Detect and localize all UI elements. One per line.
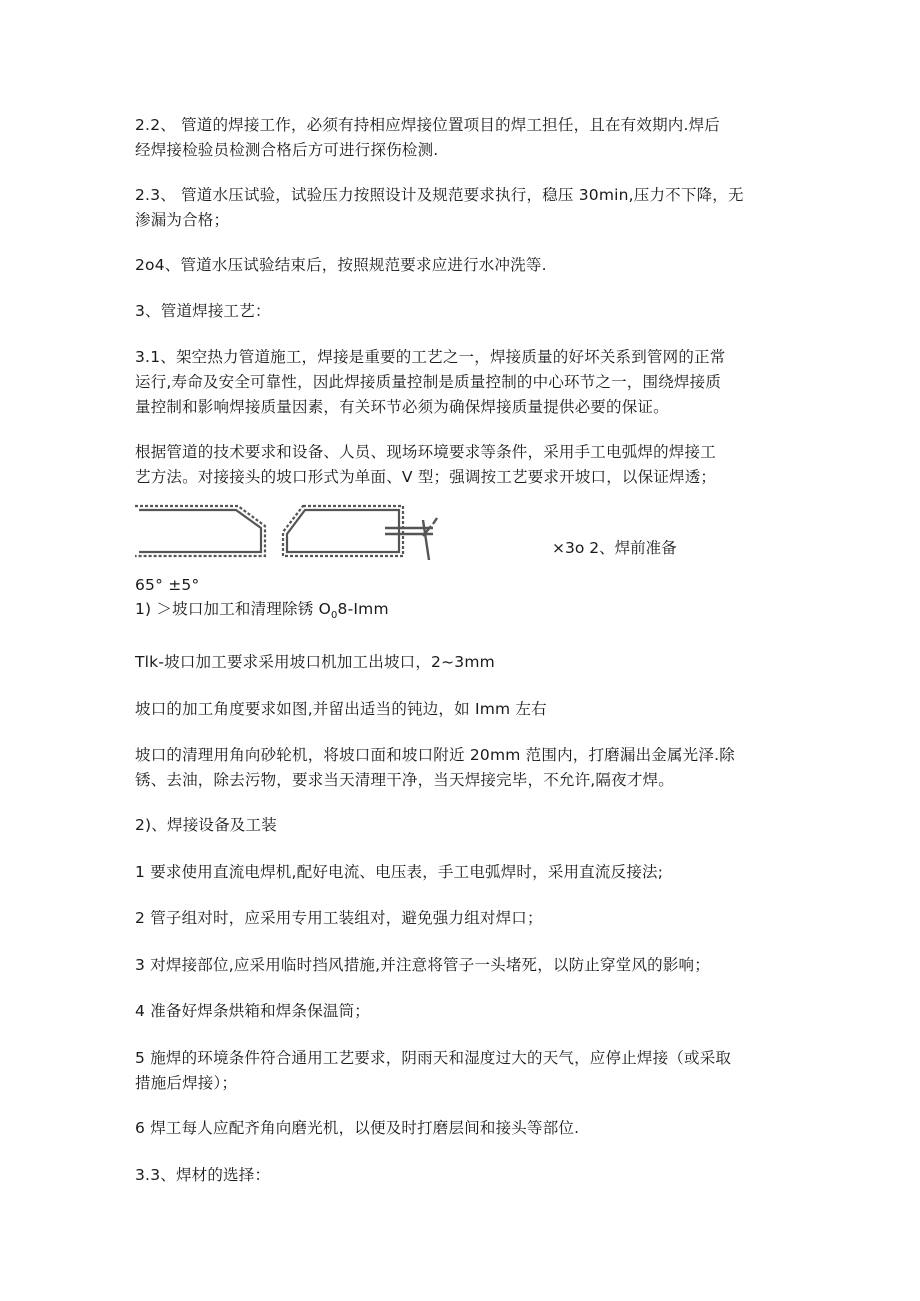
paragraph-cleaning-line-2: 锈、去油，除去污物，要求当天清理干净，当天焊接完毕，不允许,隔夜才焊。 <box>135 771 674 789</box>
section-3-heading: 3、管道焊接工艺： <box>135 302 271 320</box>
paragraph-2-3-line-1: 2.3、 管道水压试验，试验压力按照设计及规范要求执行，稳压 30min,压力不下降，无 <box>135 186 744 204</box>
paragraph-2-2-line-2: 经焊接检验员检测合格后方可进行探伤检测. <box>135 141 439 159</box>
equipment-item-5 <box>135 1046 785 1096</box>
paragraph-cleaning <box>135 743 785 793</box>
right-pipe-section <box>283 506 403 556</box>
section-2-equipment: 2)、焊接设备及工装 <box>135 816 277 834</box>
paragraph-basis-line-2: 艺方法。对接接头的坡口形式为单面、V 型；强调按工艺要求开坡口，以保证焊透； <box>135 468 717 486</box>
paragraph-3-1 <box>135 345 785 420</box>
item-1-prefix: 1) ＞坡口加工和清理除锈 O <box>135 600 331 618</box>
item-1-suffix: 8-Imm <box>337 600 389 618</box>
equipment-item-4: 4 准备好焊条烘箱和焊条保温筒； <box>135 1002 370 1020</box>
paragraph-3-1-line-3: 量控制和影响焊接质量因素，有关环节必须为确保焊接质量提供必要的保证。 <box>135 398 669 416</box>
paragraph-2-3-line-2: 渗漏为合格； <box>135 211 230 229</box>
paragraph-basis-line-1: 根据管道的技术要求和设备、人员、现场环境要求等条件，采用手工电弧焊的焊接工 <box>135 443 716 461</box>
equipment-item-2: 2 管子组对时，应采用专用工装组对，避免强力组对焊口； <box>135 909 543 927</box>
equipment-item-5-line-2: 措施后焊接）； <box>135 1074 238 1092</box>
paragraph-tlk: Tlk-坡口加工要求采用坡口机加工出坡口，2~3mm <box>135 653 495 671</box>
paragraph-3-1-line-1: 3.1、架空热力管道施工，焊接是重要的工艺之一，焊接质量的好坏关系到管网的正常 <box>135 348 726 366</box>
paragraph-3-1-line-2: 运行,寿命及安全可靠性，因此焊接质量控制是质量控制的中心环节之一，围绕焊接质 <box>135 373 722 391</box>
paragraph-basis <box>135 440 785 490</box>
equipment-item-1: 1 要求使用直流电焊机,配好电流、电压表，手工电弧焊时，采用直流反接法; <box>135 863 664 881</box>
equipment-item-3: 3 对焊接部位,应采用临时挡风措施,并注意将管子一头堵死，以防止穿堂风的影响； <box>135 956 710 974</box>
paragraph-cleaning-line-1: 坡口的清理用角向砂轮机，将坡口面和坡口附近 20mm 范围内，打磨漏出金属光泽.除 <box>135 746 735 764</box>
paragraph-2-4: 2o4、管道水压试验结束后，按照规范要求应进行水冲洗等. <box>135 256 547 274</box>
bevel-diagram <box>133 496 453 568</box>
item-1-bevel-processing <box>135 597 785 628</box>
paragraph-2-2 <box>135 113 785 163</box>
left-pipe-section <box>135 506 265 556</box>
paragraph-2-2-line-1: 2.2、 管道的焊接工作，必须有持相应焊接位置项目的焊工担任，且在有效期内.焊后 <box>135 116 721 134</box>
weld-symbol <box>385 518 437 560</box>
figure-caption: ×3o 2、焊前准备 <box>552 539 677 557</box>
equipment-item-5-line-1: 5 施焊的环境条件符合通用工艺要求，阴雨天和湿度过大的天气，应停止焊接（或采取 <box>135 1049 732 1067</box>
paragraph-bevel-angle: 坡口的加工角度要求如图,并留出适当的钝边，如 Imm 左右 <box>135 700 547 718</box>
equipment-item-6: 6 焊工每人应配齐角向磨光机，以便及时打磨层间和接头等部位. <box>135 1119 580 1137</box>
bevel-angle-label: 65° ±5° <box>135 576 200 594</box>
section-3-3-heading: 3.3、焊材的选择： <box>135 1166 271 1184</box>
item-1-subscript: 0 <box>330 610 338 622</box>
paragraph-2-3 <box>135 183 785 233</box>
